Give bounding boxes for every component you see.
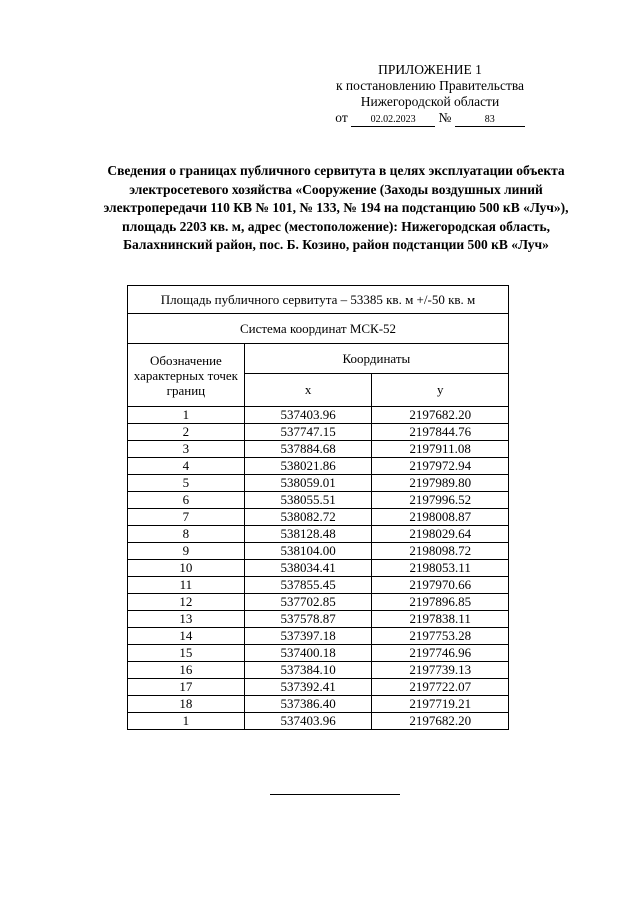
- point-number-cell: 15: [128, 645, 245, 662]
- y-coordinate-cell: 2197838.11: [372, 611, 509, 628]
- table-row: [128, 713, 509, 730]
- from-label: от: [335, 110, 348, 125]
- appendix-title: ПРИЛОЖЕНИЕ 1: [378, 62, 482, 77]
- x-coordinate-cell: 538128.48: [244, 526, 372, 543]
- footer-divider: [270, 794, 400, 795]
- x-coordinate-cell: 537747.15: [244, 424, 372, 441]
- point-number-cell: 11: [128, 577, 245, 594]
- point-number-cell: 17: [128, 679, 245, 696]
- point-number-cell: 18: [128, 696, 245, 713]
- table-row: [128, 407, 509, 424]
- point-label-header: Обозначение характерных точек границ: [128, 344, 245, 407]
- y-coordinate-cell: 2197682.20: [372, 407, 509, 424]
- number-label: №: [438, 110, 452, 125]
- y-coordinate-cell: 2197972.94: [372, 458, 509, 475]
- resolution-date: 02.02.2023: [351, 114, 435, 127]
- point-number-cell: 12: [128, 594, 245, 611]
- x-coordinate-cell: 538059.01: [244, 475, 372, 492]
- x-coordinate-cell: 538021.86: [244, 458, 372, 475]
- x-coordinate-cell: 537400.18: [244, 645, 372, 662]
- table-row: [128, 475, 509, 492]
- point-number-cell: 4: [128, 458, 245, 475]
- x-coordinate-cell: 538055.51: [244, 492, 372, 509]
- y-header: y: [372, 374, 509, 407]
- x-coordinate-cell: 537384.10: [244, 662, 372, 679]
- table-row: [128, 492, 509, 509]
- x-coordinate-cell: 537392.41: [244, 679, 372, 696]
- point-number-cell: 16: [128, 662, 245, 679]
- point-number-cell: 7: [128, 509, 245, 526]
- table-row: [128, 696, 509, 713]
- area-header-row: [128, 286, 509, 314]
- y-coordinate-cell: 2197753.28: [372, 628, 509, 645]
- x-coordinate-cell: 537403.96: [244, 713, 372, 730]
- point-number-cell: 13: [128, 611, 245, 628]
- point-number-cell: 10: [128, 560, 245, 577]
- appendix-resolution: к постановлению Правительства: [335, 78, 525, 93]
- coordinate-system-header: Система координат МСК-52: [128, 314, 509, 344]
- y-coordinate-cell: 2197989.80: [372, 475, 509, 492]
- table-row: [128, 526, 509, 543]
- table-row: [128, 645, 509, 662]
- y-coordinate-cell: 2197911.08: [372, 441, 509, 458]
- y-coordinate-cell: 2198053.11: [372, 560, 509, 577]
- x-coordinate-cell: 537884.68: [244, 441, 372, 458]
- x-coordinate-cell: 537702.85: [244, 594, 372, 611]
- table-row: [128, 611, 509, 628]
- appendix-header: [300, 62, 560, 127]
- y-coordinate-cell: 2198098.72: [372, 543, 509, 560]
- point-number-cell: 5: [128, 475, 245, 492]
- table-row: [128, 441, 509, 458]
- table-row: [128, 679, 509, 696]
- table-row: [128, 662, 509, 679]
- point-number-cell: 9: [128, 543, 245, 560]
- y-coordinate-cell: 2197996.52: [372, 492, 509, 509]
- column-header-row: [128, 344, 509, 374]
- resolution-number: 83: [455, 114, 525, 127]
- x-coordinate-cell: 538034.41: [244, 560, 372, 577]
- table-row: [128, 543, 509, 560]
- point-number-cell: 1: [128, 713, 245, 730]
- y-coordinate-cell: 2197844.76: [372, 424, 509, 441]
- system-header-row: [128, 314, 509, 344]
- y-coordinate-cell: 2198029.64: [372, 526, 509, 543]
- table-row: [128, 424, 509, 441]
- table-row: [128, 509, 509, 526]
- point-number-cell: 2: [128, 424, 245, 441]
- area-header: Площадь публичного сервитута – 53385 кв. м +/-50 кв. м: [128, 286, 509, 314]
- y-coordinate-cell: 2197896.85: [372, 594, 509, 611]
- x-coordinate-cell: 537386.40: [244, 696, 372, 713]
- point-number-cell: 6: [128, 492, 245, 509]
- table-row: [128, 560, 509, 577]
- table-row: [128, 628, 509, 645]
- y-coordinate-cell: 2198008.87: [372, 509, 509, 526]
- y-coordinate-cell: 2197682.20: [372, 713, 509, 730]
- y-coordinate-cell: 2197719.21: [372, 696, 509, 713]
- point-number-cell: 14: [128, 628, 245, 645]
- x-coordinate-cell: 538082.72: [244, 509, 372, 526]
- table-row: [128, 458, 509, 475]
- y-coordinate-cell: 2197722.07: [372, 679, 509, 696]
- y-coordinate-cell: 2197970.66: [372, 577, 509, 594]
- x-coordinate-cell: 537397.18: [244, 628, 372, 645]
- x-header: x: [244, 374, 372, 407]
- coordinates-table: [127, 285, 509, 730]
- point-number-cell: 1: [128, 407, 245, 424]
- y-coordinate-cell: 2197739.13: [372, 662, 509, 679]
- table-row: [128, 594, 509, 611]
- x-coordinate-cell: 537403.96: [244, 407, 372, 424]
- coordinates-header: Координаты: [244, 344, 508, 374]
- x-coordinate-cell: 537855.45: [244, 577, 372, 594]
- y-coordinate-cell: 2197746.96: [372, 645, 509, 662]
- appendix-region: Нижегородской области: [360, 94, 500, 109]
- document-title: Сведения о границах публичного сервитута в целях эксплуатации объекта электросетевого хозяйства «Сооружение (Заходы воздушных линий электропередачи 110 КВ № 101, № 133, № 194 на подстанцию 500 кВ «Луч»), площадь 2203 кв. м, адрес (местоположение): Нижегородская область, Балахнинский район, пос. Б. Козино, район подстанции 500 кВ «Луч»: [103, 163, 569, 252]
- table-row: [128, 577, 509, 594]
- x-coordinate-cell: 537578.87: [244, 611, 372, 628]
- x-coordinate-cell: 538104.00: [244, 543, 372, 560]
- appendix-date-number-line: [300, 110, 560, 127]
- point-number-cell: 8: [128, 526, 245, 543]
- point-number-cell: 3: [128, 441, 245, 458]
